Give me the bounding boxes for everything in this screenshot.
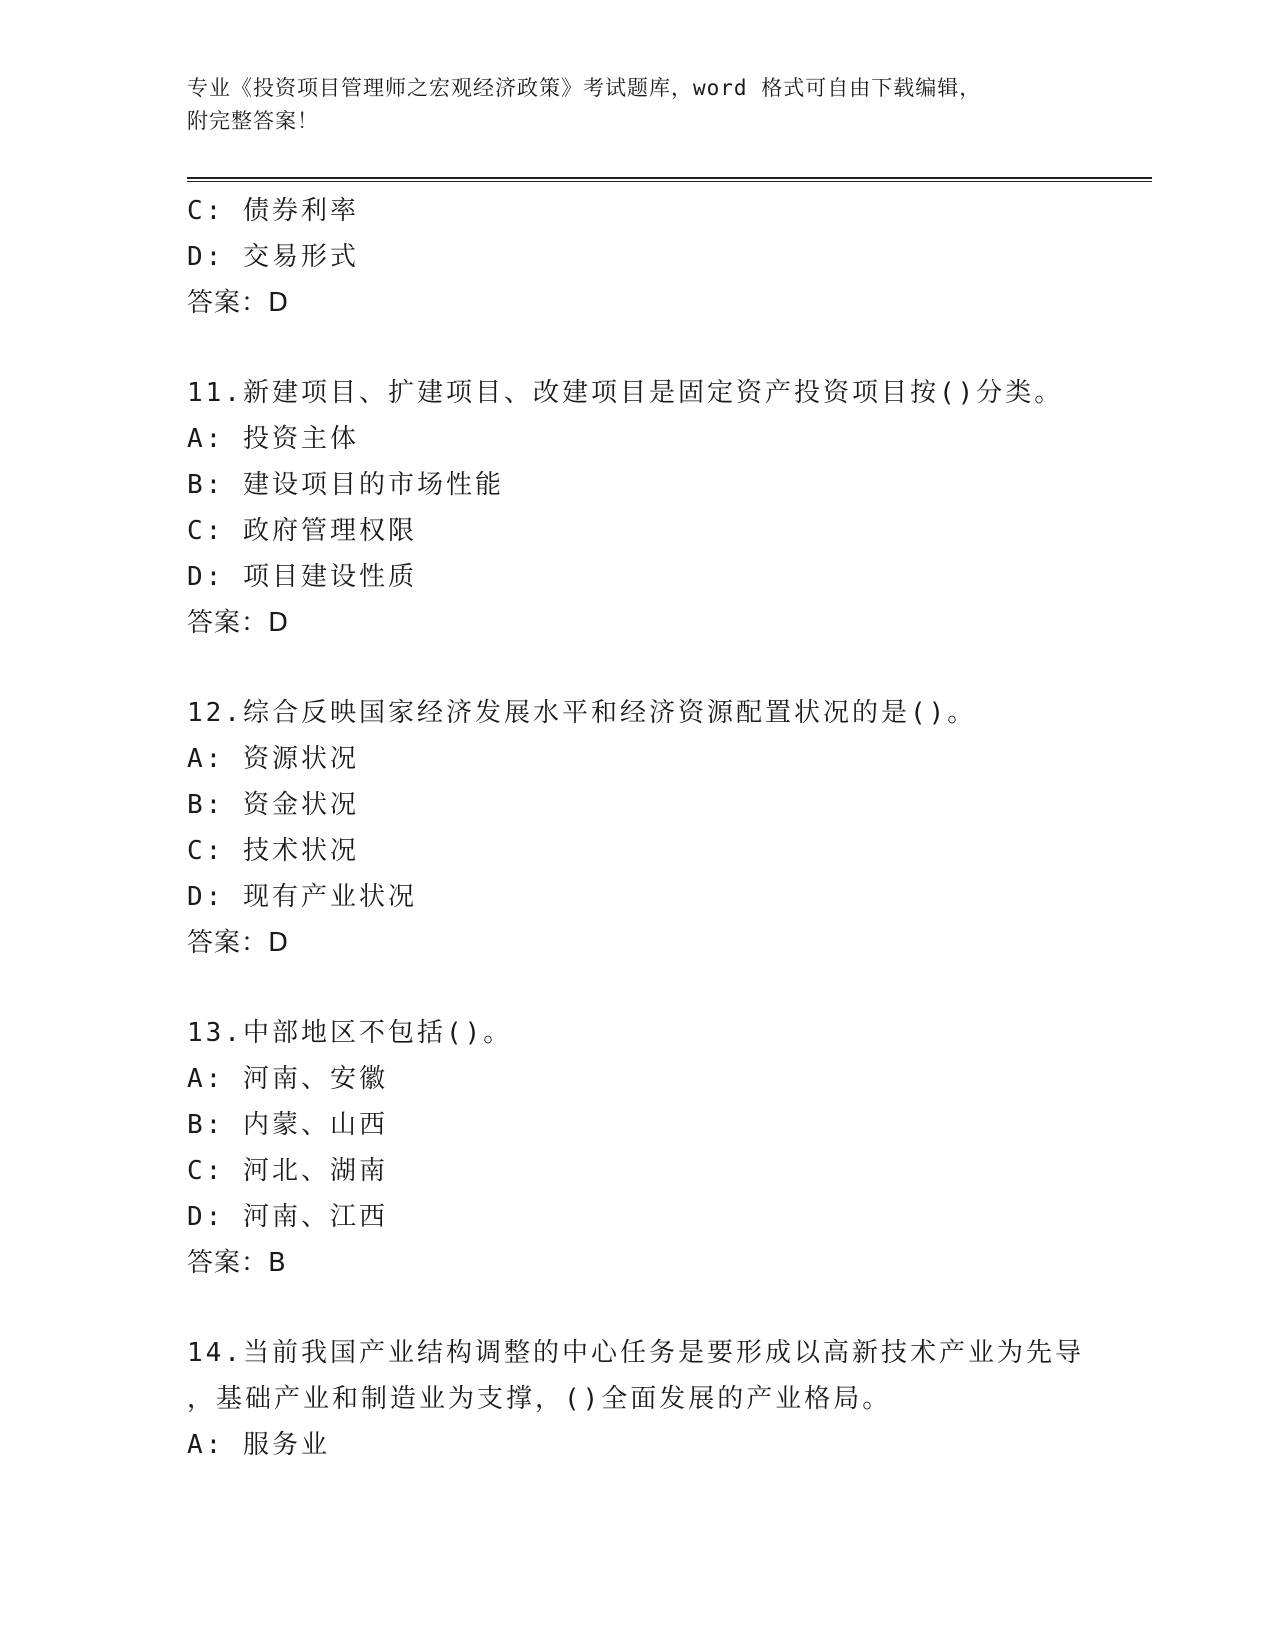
option-a: A: 服务业 — [187, 1430, 330, 1460]
option-d: D: 项目建设性质 — [187, 562, 417, 592]
question-13 — [187, 1010, 1147, 1286]
option-d: D: 现有产业状况 — [187, 882, 417, 912]
answer: 答案：D — [187, 288, 290, 318]
option-c: C: 河北、湖南 — [187, 1156, 388, 1186]
option-b: B: 内蒙、山西 — [187, 1110, 388, 1140]
option-d: D: 交易形式 — [187, 242, 359, 272]
option-d: D: 河南、江西 — [187, 1202, 388, 1232]
option-a: A: 资源状况 — [187, 744, 359, 774]
header-line-2: 附完整答案！ — [187, 109, 319, 133]
option-c: C: 技术状况 — [187, 836, 359, 866]
question-12 — [187, 690, 1147, 966]
option-b: B: 建设项目的市场性能 — [187, 470, 504, 500]
option-c: C: 债券利率 — [187, 196, 359, 226]
question-stem-line-1: 14.当前我国产业结构调整的中心任务是要形成以高新技术产业为先导 — [187, 1338, 1084, 1368]
answer: 答案：D — [187, 608, 290, 638]
header-line-1: 专业《投资项目管理师之宏观经济政策》考试题库，word 格式可自由下载编辑， — [187, 76, 982, 100]
question-14 — [187, 1330, 1147, 1468]
question-stem-line-2: ，基础产业和制造业为支撑，()全面发展的产业格局。 — [187, 1384, 892, 1414]
question-stem: 13.中部地区不包括()。 — [187, 1018, 513, 1048]
option-a: A: 投资主体 — [187, 424, 359, 454]
document-header — [187, 72, 1087, 138]
prev-question — [187, 188, 1147, 326]
answer: 答案：D — [187, 928, 290, 958]
option-a: A: 河南、安徽 — [187, 1064, 388, 1094]
header-divider — [187, 177, 1152, 182]
option-c: C: 政府管理权限 — [187, 516, 417, 546]
answer: 答案：B — [187, 1248, 287, 1278]
question-stem: 12.综合反映国家经济发展水平和经济资源配置状况的是()。 — [187, 698, 977, 728]
option-b: B: 资金状况 — [187, 790, 359, 820]
question-11 — [187, 370, 1147, 646]
question-list — [187, 188, 1147, 1468]
question-stem: 11.新建项目、扩建项目、改建项目是固定资产投资项目按()分类。 — [187, 378, 1064, 408]
